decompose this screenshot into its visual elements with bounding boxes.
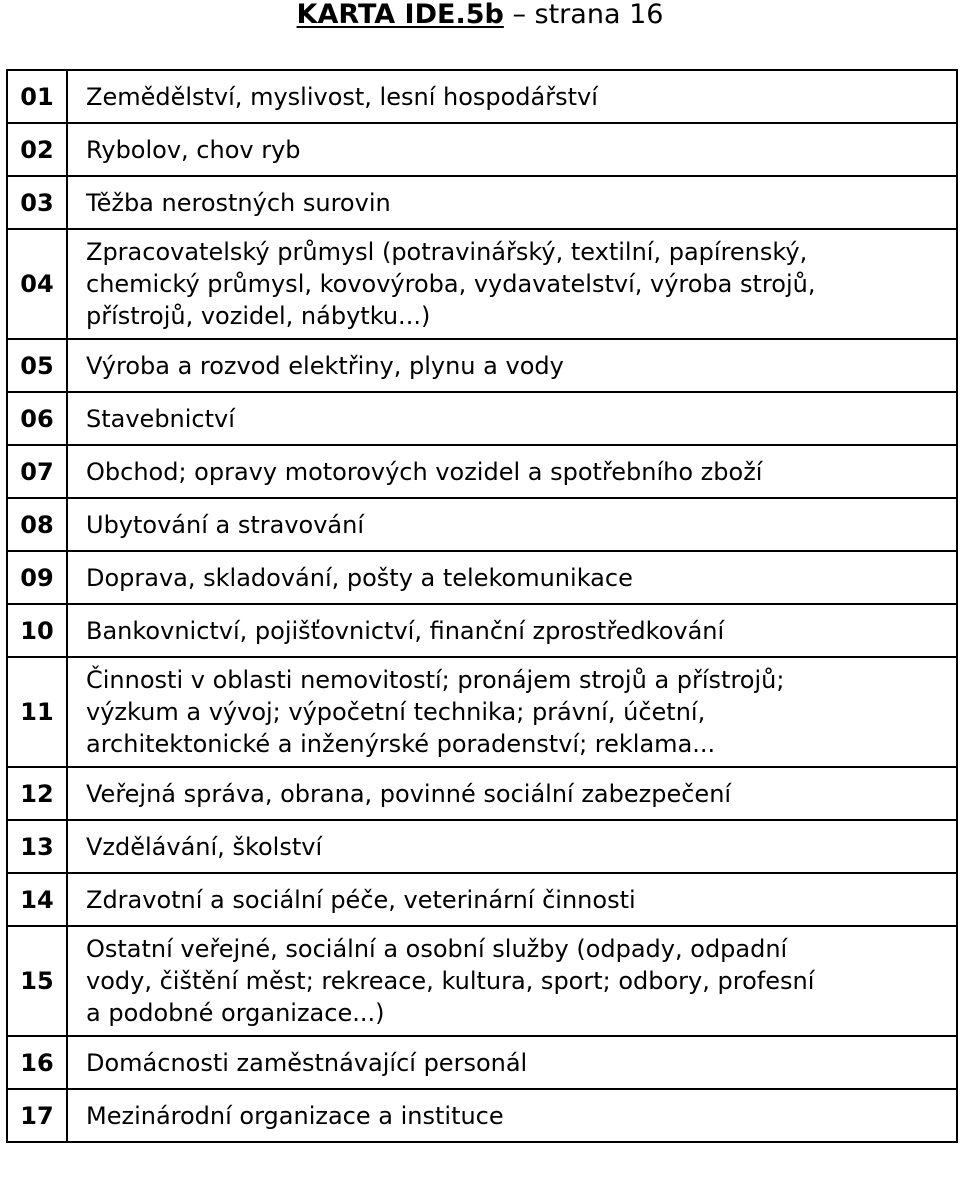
classification-table-body <box>7 70 957 1142</box>
classification-table <box>6 69 958 1143</box>
description-line: Doprava, skladování, pošty a telekomunikace <box>86 563 633 592</box>
row-description <box>67 445 957 498</box>
row-description <box>67 820 957 873</box>
table-row <box>7 339 957 392</box>
row-description <box>67 873 957 926</box>
table-row <box>7 1089 957 1142</box>
table-row <box>7 820 957 873</box>
description-line: Stavebnictví <box>86 404 235 433</box>
row-code: 08 <box>7 498 67 551</box>
table-row <box>7 767 957 820</box>
description-line: Ostatní veřejné, sociální a osobní služby (odpady, odpadní <box>86 935 788 963</box>
page-label: strana 16 <box>534 0 664 30</box>
description-line: Bankovnictví, pojišťovnictví, finanční zprostředkování <box>86 616 725 645</box>
description-line: přístrojů, vozidel, nábytku...) <box>86 302 431 330</box>
row-description <box>67 70 957 123</box>
table-row <box>7 1036 957 1089</box>
row-description <box>67 767 957 820</box>
table-row <box>7 551 957 604</box>
row-description <box>67 604 957 657</box>
row-code: 05 <box>7 339 67 392</box>
row-code: 17 <box>7 1089 67 1142</box>
table-row <box>7 229 957 339</box>
description-line: Těžba nerostných surovin <box>86 188 391 217</box>
row-description <box>67 1089 957 1142</box>
row-code: 06 <box>7 392 67 445</box>
table-row <box>7 873 957 926</box>
table-row <box>7 926 957 1036</box>
description-line: Mezinárodní organizace a instituce <box>86 1101 504 1130</box>
description-line: Veřejná správa, obrana, povinné sociální zabezpečení <box>86 779 732 808</box>
row-description <box>67 657 957 767</box>
description-line: a podobné organizace...) <box>86 999 385 1027</box>
row-description <box>67 176 957 229</box>
row-description <box>67 392 957 445</box>
row-description <box>67 926 957 1036</box>
row-code: 07 <box>7 445 67 498</box>
row-code: 13 <box>7 820 67 873</box>
card-title: KARTA IDE.5b <box>296 0 504 30</box>
row-code: 14 <box>7 873 67 926</box>
table-row <box>7 445 957 498</box>
description-line: výzkum a vývoj; výpočetní technika; právní, účetní, <box>86 698 706 726</box>
row-code: 15 <box>7 926 67 1036</box>
row-code: 01 <box>7 70 67 123</box>
description-line: Domácnosti zaměstnávající personál <box>86 1048 528 1077</box>
row-code: 04 <box>7 229 67 339</box>
description-line: Obchod; opravy motorových vozidel a spotřebního zboží <box>86 457 763 486</box>
description-line: Činnosti v oblasti nemovitostí; pronájem strojů a přístrojů; <box>86 666 785 694</box>
row-description <box>67 1036 957 1089</box>
row-code: 12 <box>7 767 67 820</box>
title-separator: – <box>512 0 526 30</box>
row-code: 03 <box>7 176 67 229</box>
description-line: Zpracovatelský průmysl (potravinářský, textilní, papírenský, <box>86 238 808 266</box>
row-description <box>67 339 957 392</box>
row-description <box>67 498 957 551</box>
table-row <box>7 123 957 176</box>
description-line: Ubytování a stravování <box>86 510 365 539</box>
row-description <box>67 123 957 176</box>
description-line: Výroba a rozvod elektřiny, plynu a vody <box>86 351 564 380</box>
row-code: 10 <box>7 604 67 657</box>
row-code: 11 <box>7 657 67 767</box>
table-row <box>7 176 957 229</box>
description-line: Rybolov, chov ryb <box>86 135 301 164</box>
table-row <box>7 392 957 445</box>
description-line: vody, čištění měst; rekreace, kultura, sport; odbory, profesní <box>86 967 815 995</box>
table-row <box>7 70 957 123</box>
table-row <box>7 604 957 657</box>
page-header <box>0 0 960 40</box>
row-code: 16 <box>7 1036 67 1089</box>
row-code: 02 <box>7 123 67 176</box>
description-line: chemický průmysl, kovovýroba, vydavatelství, výroba strojů, <box>86 270 816 298</box>
table-row <box>7 657 957 767</box>
description-line: Zdravotní a sociální péče, veterinární činnosti <box>86 885 636 914</box>
description-line: Vzdělávání, školství <box>86 832 323 861</box>
table-row <box>7 498 957 551</box>
row-description <box>67 229 957 339</box>
row-description <box>67 551 957 604</box>
description-line: Zemědělství, myslivost, lesní hospodářství <box>86 82 598 111</box>
description-line: architektonické a inženýrské poradenství; reklama... <box>86 730 716 758</box>
row-code: 09 <box>7 551 67 604</box>
